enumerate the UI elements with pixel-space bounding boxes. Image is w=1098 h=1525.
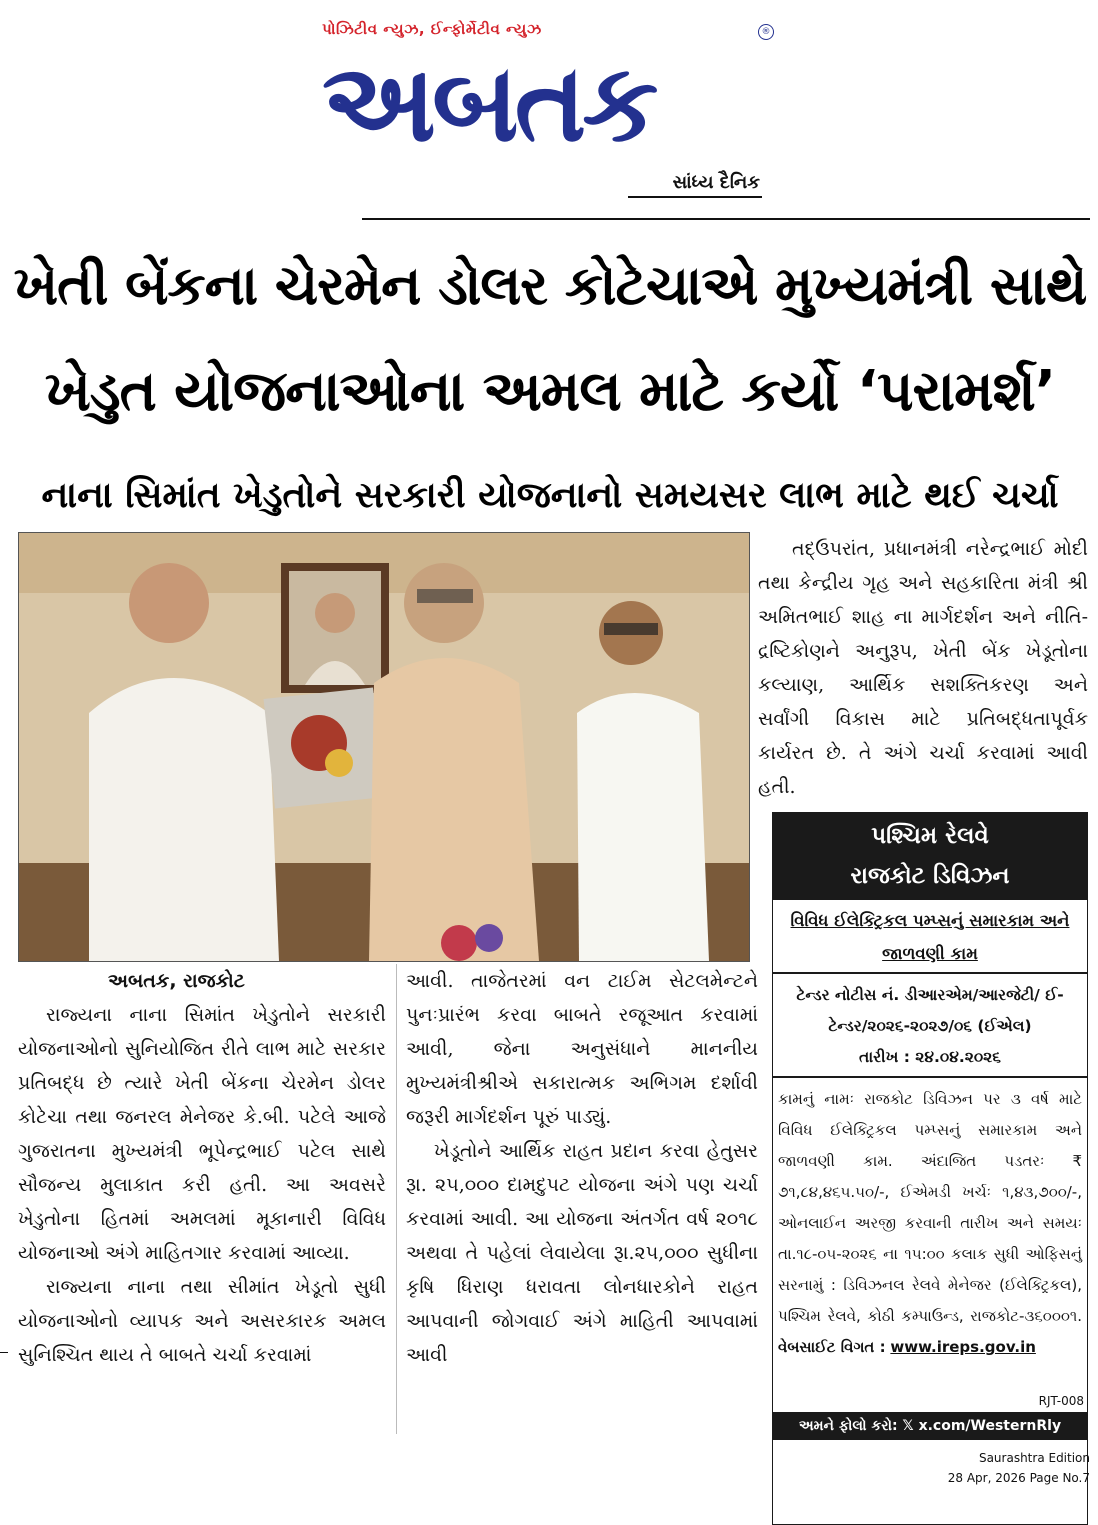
follow-bar[interactable]: અમને ફોલો કરો: 𝕏 x.com/WesternRly — [772, 1412, 1088, 1440]
article-paragraph: રાજ્યના નાના સિમાંત ખેડુતોને સરકારી યોજનાઓનો સુનિયોજિત રીતે લાભ માટે સરકાર પ્રતિબદ્ધ છે ત્યારે ખેતી બેંકના ચેરમેન ડોલર કોટેચા તથા જનરલ મેનેજર કે.બી. પટેલે આજે ગુજરાતના મુખ્યમંત્રી ભૂપેન્દ્રભાઈ પટેલ સાથે સૌજન્ય મુલાકાત કરી હતી. આ અવસરે ખેડુતોના હિતમાં અમલમાં મૂકાનારી વિવિધ યોજનાઓ અંગે માહિતગાર કરવામાં આવ્યા. — [18, 1004, 386, 1264]
notice-divider — [772, 972, 1088, 974]
notice-header-line-2: રાજકોટ ડિવિઝન — [850, 863, 1010, 889]
news-photo — [18, 532, 750, 962]
article-paragraph: આવી. તાજેતરમાં વન ટાઈમ સેટલમેન્ટને પુનઃપ્રારંભ કરવા બાબતે રજૂઆત કરવામાં આવી, જેના અનુસંધાને માનનીય મુખ્યમંત્રીશ્રીએ સકારાત્મક અભિગમ દર્શાવી જરૂરી માર્ગદર્શન પૂરું પાડ્યું. — [406, 970, 758, 1128]
headline-line-1: ખેતી બેંકના ચેરમેન ડોલર કોટેચાએ મુખ્યમંત્રી સાથે — [13, 254, 1087, 317]
masthead-subtitle: સાંધ્ય દૈનિક — [672, 172, 760, 193]
header-divider — [362, 218, 1090, 220]
article-paragraph: રાજ્યના નાના તથા સીમાંત ખેડૂતો સુધી યોજનાઓનો વ્યાપક અને અસરકારક અમલ સુનિશ્ચિત થાય તે બાબતે ચર્ચા કરવામાં — [18, 1276, 386, 1366]
newspaper-logo: અબતક — [322, 41, 655, 166]
masthead-rule — [628, 196, 762, 198]
website-link[interactable]: www.ireps.gov.in — [890, 1338, 1036, 1356]
subheadline: નાના સિમાંત ખેડુતોને સરકારી યોજનાનો સમયસર લાભ માટે થઈ ચર્ચા — [41, 475, 1059, 516]
tender-date: તારીખ : ૨૪.૦૪.૨૦૨૬ — [859, 1048, 1001, 1067]
edition-date-page: 28 Apr, 2026 Page No.7 — [947, 1471, 1090, 1485]
headline-line-2: ખેડુત યોજનાઓના અમલ માટે કર્યો ‘પરામર્શ’ — [44, 359, 1056, 424]
tender-number: ટેન્ડર નોટીસ નં. ડીઆરએમ/આરજેટી/ ઈ-ટેન્ડર/૨૦૨૬-૨૦૨૭/૦૬ (ઈએલ) — [796, 986, 1064, 1036]
notice-header — [772, 812, 1088, 900]
registered-mark: ® — [758, 24, 774, 40]
notice-code: RJT-008 — [1038, 1394, 1084, 1408]
edition-name: Saurashtra Edition — [978, 1451, 1090, 1465]
notice-details-text: કામનું નામઃ રાજકોટ ડિવિઝન પર ૩ વર્ષ માટે વિવિધ ઈલેક્ટ્રિકલ પમ્પ્સનું સમારકામ અને જાળવણી કામ. અંદાજિત પડતરઃ ₹ ૭૧,૮૪,૪૬૫.૫૦/-, ઈએમડી ખર્ચઃ ૧,૪૩,૭૦૦/-, ઓનલાઈન અરજી કરવાની તારીખ અને સમયઃ તા.૧૮-૦૫-૨૦૨૬ ના ૧૫:૦૦ કલાક સુધી ઓફિસનું સરનામું : ડિવિઝનલ રેલવે મેનેજર (ઈલેક્ટ્રિકલ), પશ્ચિમ રેલવે, કોઠી કમ્પાઉન્ડ, રાજકોટ-૩૬૦૦૦૧. — [778, 1090, 1082, 1325]
dateline: અબતક, રાજકોટ — [108, 970, 245, 992]
side-column-text: તદ્‌ઉપરાંત, પ્રધાનમંત્રી નરેન્દ્રભાઈ મોદી તથા કેન્દ્રીય ગૃહ અને સહકારિતા મંત્રી શ્રી અમિતભાઈ શાહ ના માર્ગદર્શન અને નીતિ-દ્રષ્ટિકોણને અનુરૂપ, ખેતી બેંક ખેડૂતોના કલ્યાણ, આર્થિક સશક્તિકરણ અને સર્વાંગી વિકાસ માટે પ્રતિબદ્ધતાપૂર્વક કાર્યરત છે. તે અંગે ચર્ચા કરવામાં આવી હતી. — [758, 538, 1088, 798]
column-divider — [396, 964, 397, 1434]
notice-title: વિવિધ ઈલેક્ટ્રિકલ પમ્પ્સનું સમારકામ અને જાળવણી કામ — [790, 911, 1070, 964]
notice-header-line-1: પશ્ચિમ રેલવે — [871, 823, 989, 849]
article-column-2 — [406, 964, 758, 1372]
masthead-tagline: પોઝિટીવ ન્યુઝ, ઈન્ફોર્મેટીવ ન્યુઝ — [322, 20, 542, 38]
website-label: વેબસાઈટ વિગત : — [778, 1338, 886, 1356]
tender-info — [780, 980, 1080, 1073]
crop-mark — [0, 1352, 8, 1353]
meeting-photo-illustration — [19, 533, 749, 961]
edition-info — [900, 1448, 1090, 1488]
notice-divider-2 — [772, 1076, 1088, 1078]
article-paragraph: ખેડૂતોને આર્થિક રાહત પ્રદાન કરવા હેતુસર રૂા. ૨૫,૦૦૦ દામદુપટ યોજના અંગે પણ ચર્ચા કરવામાં આવી. આ યોજના અંતર્ગત વર્ષ ૨૦૧૮ અથવા તે પહેલાં લેવાયેલા રૂા.૨૫,૦૦૦ સુધીના કૃષિ ધિરાણ ધરાવતા લોનધારકોને રાહત આપવાની જોગવાઈ અંગે માહિતી આપવામાં આવી — [406, 1140, 758, 1366]
article-column-1 — [18, 964, 386, 1372]
notice-details — [778, 1084, 1082, 1363]
